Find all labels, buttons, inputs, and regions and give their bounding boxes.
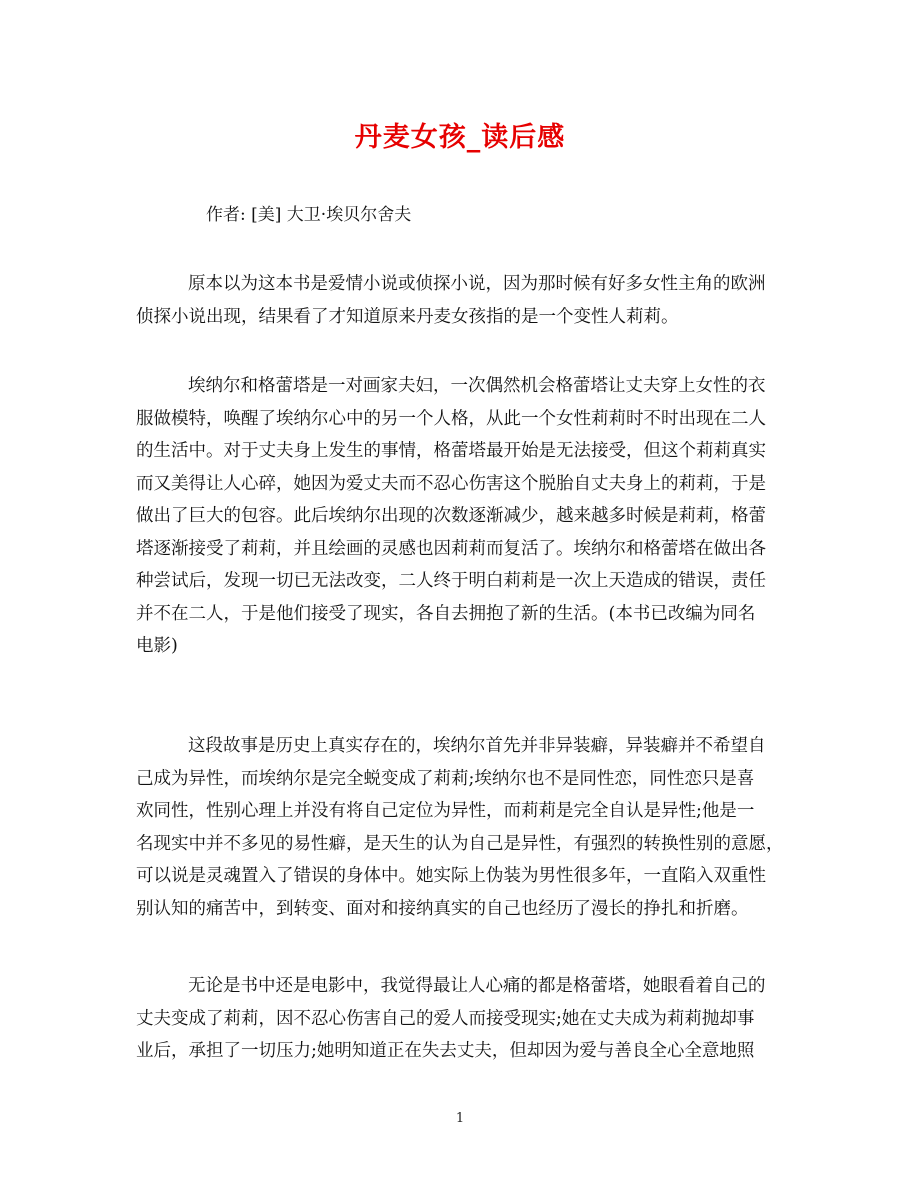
paragraph-1 [136,268,796,333]
paragraph-line: 无论是书中还是电影中，我觉得最让人心痛的都是格蕾塔，她眼看着自己的 [188,976,766,996]
paragraph-line: 名现实中并不多见的易性癖，是天生的认为自己是异性，有强烈的转换性别的意愿， [136,833,784,854]
paragraph-line: 别认知的痛苦中，到转变、面对和接纳真实的自己也经历了漫长的挣扎和折磨。 [136,898,749,919]
author-line: 作者: [美] 大卫·埃贝尔舍夫 [206,205,412,225]
paragraph-line: 的生活中。对于丈夫身上发生的事情，格蕾塔最开始是无法接受，但这个莉莉真实 [136,441,766,461]
paragraph-line: 原本以为这本书是爱情小说或侦探小说，因为那时候有好多女性主角的欧洲 [188,274,766,294]
paragraph-line: 己成为异性，而埃纳尔是完全蜕变成了莉莉;埃纳尔也不是同性恋，同性恋只是喜 [136,768,755,789]
paragraph-line: 欢同性，性别心理上并没有将自己定位为异性，而莉莉是完全自认是异性;他是一 [136,801,755,821]
paragraph-line: 塔逐渐接受了莉莉，并且绘画的灵感也因莉莉而复活了。埃纳尔和格蕾塔在做出各 [136,538,766,559]
paragraph-line: 服做模特，唤醒了埃纳尔心中的另一个人格，从此一个女性莉莉时不时出现在二人 [136,408,766,429]
paragraph-2 [136,370,796,663]
document-title: 丹麦女孩_读后感 [354,122,566,153]
paragraph-line: 电影) [136,636,178,656]
paragraph-line: 业后，承担了一切压力;她明知道正在失去丈夫，但却因为爱与善良全心全意地照 [136,1041,755,1061]
page-number: 1 [455,1111,465,1126]
paragraph-4 [136,970,796,1068]
paragraph-line: 可以说是灵魂置入了错误的身体中。她实际上伪装为男性很多年，一直陷入双重性 [136,866,766,886]
paragraph-line: 种尝试后，发现一切已无法改变，二人终于明白莉莉是一次上天造成的错误，责任 [136,571,766,591]
paragraph-3 [136,730,796,925]
paragraph-line: 并不在二人，于是他们接受了现实，各自去拥抱了新的生活。(本书已改编为同名 [136,603,756,624]
paragraph-line: 做出了巨大的包容。此后埃纳尔出现的次数逐渐减少，越来越多时候是莉莉，格蕾 [136,506,766,526]
paragraph-line: 而又美得让人心碎，她因为爱丈夫而不忍心伤害这个脱胎自丈夫身上的莉莉，于是 [136,473,766,494]
paragraph-line: 侦探小说出现，结果看了才知道原来丹麦女孩指的是一个变性人莉莉。 [136,306,679,327]
paragraph-line: 丈夫变成了莉莉，因不忍心伤害自己的爱人而接受现实;她在丈夫成为莉莉抛却事 [136,1008,755,1029]
paragraph-line: 这段故事是历史上真实存在的，埃纳尔首先并非异装癖，异装癖并不希望自 [188,736,766,756]
paragraph-line: 埃纳尔和格蕾塔是一对画家夫妇，一次偶然机会格蕾塔让丈夫穿上女性的衣 [188,376,766,396]
